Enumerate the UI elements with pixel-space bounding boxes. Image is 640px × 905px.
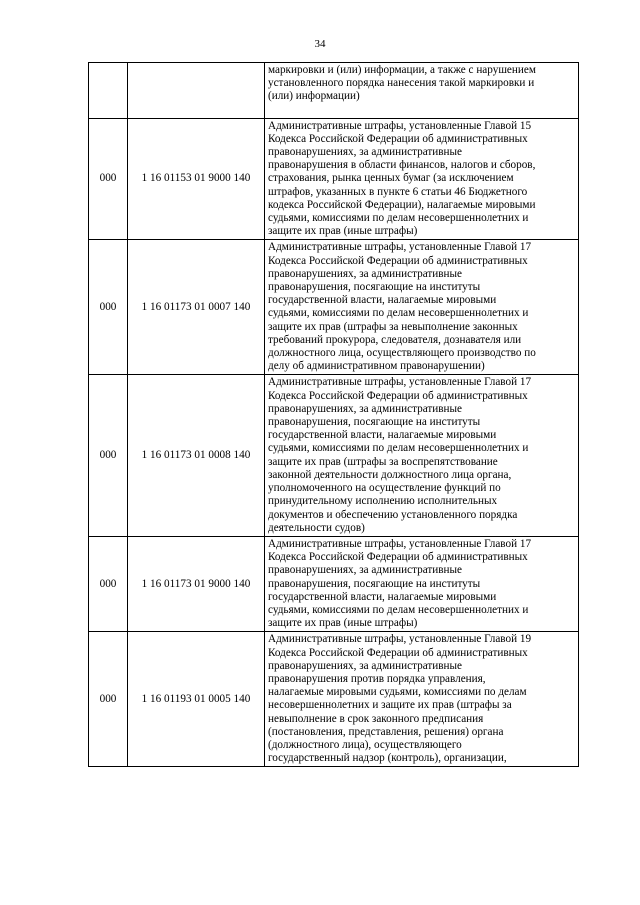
description-line: правонарушениях, за административные: [268, 564, 462, 577]
description-line: принудительному исполнению исполнительных: [268, 495, 498, 508]
description-cell: [265, 63, 579, 119]
admin-code-cell: [89, 63, 128, 119]
description-line: защите их прав (иные штрафы): [268, 617, 418, 630]
description-line: Кодекса Российской Федерации об административных: [268, 254, 528, 267]
description-line: Кодекса Российской Федерации об административных: [268, 389, 528, 402]
description-line: правонарушения, посягающие на институты: [268, 281, 481, 294]
description-line: документов и обеспечению установленного порядка: [268, 508, 518, 521]
page-number: 34: [314, 38, 326, 50]
description-cell: [265, 632, 579, 767]
admin-code-cell: 000: [89, 240, 128, 375]
description-line: правонарушениях, за административные: [268, 146, 462, 159]
description-line: правонарушения, посягающие на институты: [268, 416, 481, 429]
description-line: кодекса Российской Федерации), налагаемые мировыми: [268, 198, 536, 211]
table-row: [89, 118, 579, 240]
table-row: [89, 240, 579, 375]
description-line: правонарушения, посягающие на институты: [268, 577, 481, 590]
description-line: требований прокурора, следователя, дознавателя или: [268, 333, 522, 346]
description-line: Административные штрафы, установленные Главой 17: [268, 241, 532, 254]
description-line: правонарушениях, за административные: [268, 659, 462, 672]
description-line: штрафов, указанных в пункте 6 статьи 46 Бюджетного: [268, 185, 528, 198]
admin-code-cell: 000: [89, 536, 128, 631]
description-line: Административные штрафы, установленные Главой 17: [268, 376, 532, 389]
admin-code-cell: 000: [89, 375, 128, 536]
description-line: судьями, комиссиями по делам несовершеннолетних и: [268, 212, 529, 225]
description-line: Кодекса Российской Федерации об административных: [268, 132, 528, 145]
description-cell: [265, 240, 579, 375]
description-cell: [265, 118, 579, 240]
description-line: государственной власти, налагаемые мировыми: [268, 590, 497, 603]
kbk-code-cell: 1 16 01173 01 0008 140: [128, 375, 265, 536]
description-line: защите их прав (иные штрафы): [268, 225, 418, 238]
description-line: установленного порядка нанесения такой маркировки и: [268, 77, 535, 90]
kbk-code-cell: 1 16 01193 01 0005 140: [128, 632, 265, 767]
description-line: правонарушения против порядка управления,: [268, 672, 486, 685]
table-row: [89, 375, 579, 536]
table-row: [89, 536, 579, 631]
description-line: судьями, комиссиями по делам несовершеннолетних и: [268, 307, 529, 320]
description-line: несовершеннолетних и защите их прав (штрафы за: [268, 699, 512, 712]
kbk-code-cell: 1 16 01173 01 9000 140: [128, 536, 265, 631]
description-line: невыполнение в срок законного предписания: [268, 712, 484, 725]
description-line: (должностного лица), осуществляющего: [268, 738, 462, 751]
description-line: судьями, комиссиями по делам несовершеннолетних и: [268, 603, 529, 616]
table-row: [89, 632, 579, 767]
admin-code-cell: 000: [89, 118, 128, 240]
table-body: [89, 63, 579, 767]
description-line: правонарушения в области финансов, налогов и сборов,: [268, 159, 536, 172]
description-line: правонарушениях, за административные: [268, 267, 462, 280]
description-line: страхования, рынка ценных бумаг (за исключением: [268, 172, 514, 185]
kbk-code-cell: [128, 63, 265, 119]
description-line: судьями, комиссиями по делам несовершеннолетних и: [268, 442, 529, 455]
description-line: защите их прав (штрафы за невыполнение законных: [268, 320, 518, 333]
description-line: уполномоченного на осуществление функций по: [268, 482, 501, 495]
description-line: маркировки и (или) информации, а также с нарушением: [268, 64, 536, 76]
description-line: должностного лица, осуществляющего производство по: [268, 347, 536, 360]
description-cell: [265, 536, 579, 631]
description-line: деятельности судов): [268, 521, 365, 534]
description-line: защите их прав (штрафы за воспрепятствование: [268, 455, 498, 468]
kbk-code-cell: 1 16 01173 01 0007 140: [128, 240, 265, 375]
description-line: (постановления, представления, решения) органа: [268, 725, 504, 738]
budget-income-table: [88, 62, 579, 767]
description-line: Кодекса Российской Федерации об административных: [268, 551, 528, 564]
description-line: Административные штрафы, установленные Главой 17: [268, 537, 532, 550]
description-line: законной деятельности должностного лица органа,: [268, 468, 512, 481]
description-line: делу об административном правонарушении): [268, 360, 485, 373]
description-line: государственной власти, налагаемые мировыми: [268, 429, 497, 442]
description-line: государственный надзор (контроль), организации,: [268, 752, 507, 765]
description-line: (или) информации): [268, 90, 360, 103]
description-cell: [265, 375, 579, 536]
admin-code-cell: 000: [89, 632, 128, 767]
description-line: Кодекса Российской Федерации об административных: [268, 646, 528, 659]
description-line: Административные штрафы, установленные Главой 15: [268, 119, 532, 132]
table-row: [89, 63, 579, 119]
description-line: государственной власти, налагаемые мировыми: [268, 294, 497, 307]
description-line: Административные штрафы, установленные Главой 19: [268, 633, 532, 646]
kbk-code-cell: 1 16 01153 01 9000 140: [128, 118, 265, 240]
description-line: налагаемые мировыми судьями, комиссиями по делам: [268, 686, 527, 699]
description-line: правонарушениях, за административные: [268, 402, 462, 415]
